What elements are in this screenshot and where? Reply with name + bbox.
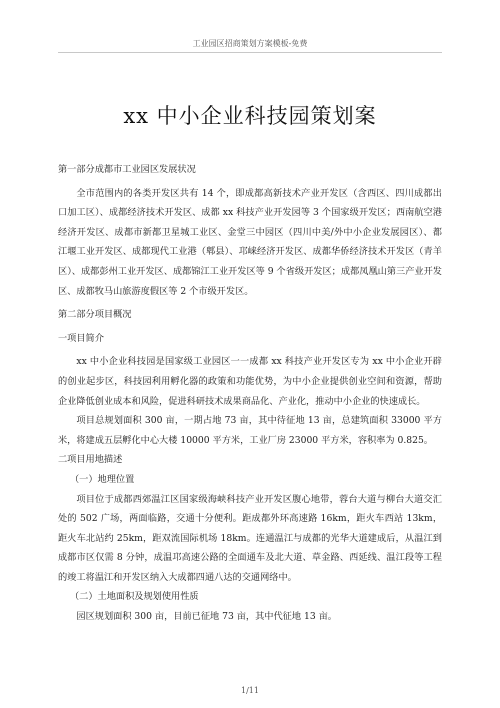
subsection1-paragraph: 项目位于成都西郊温江区国家级海峡科技产业开发区腹心地带，蓉台大道与柳台大道交汇处的 502 广场，两面临路，交通十分便利。距成都外环高速路 16km，距火车西站 13km，距火车北站约 25km，距双流国际机场 18km。连通温江与成都的光华大道建成后，从温江到成都市区仅需 8 分钟，成温邛高速公路的全面通车及北大道、草金路、西延线、温江段等工程的竣工将温江和开发区纳入大成都四通八达的交通网络中。 <box>58 493 442 583</box>
document-title: xx 中小企业科技园策划案 <box>123 104 377 128</box>
section1-heading: 一项目简介 <box>58 332 104 344</box>
subsection2-paragraph: 园区规划面积 300 亩，目前已征地 73 亩，其中代征地 13 亩。 <box>76 611 337 623</box>
part1-heading: 第一部分成都市工业园区发展状况 <box>58 164 196 175</box>
part2-heading: 第二部分项目概况 <box>58 309 132 321</box>
subsection2-heading: （二）土地面积及规划使用性质 <box>70 591 199 603</box>
part1-paragraph: 全市范围内的各类开发区共有 14 个，即成都高新技术产业开发区（含西区、四川成都出口加工区）、成都经济技术开发区、成都 xx 科技产业开发园等 3 个国家级开发区；西南航空港经济开发区、成都市新都卫星城工业区、金堂三中园区（四川中美/外中小企业发展园区）、都江堰工业开发区、成都现代工业港（郫县）、邛崃经济开发区、成都华侨经济技术开发区（青羊区）、成都彭州工业开发区、成都锦江工业开发区等 9 个省级开发区；成都凤凰山第三产业开发区、成都牧马山旅游度假区等 2 个市级开发区。 <box>58 187 442 297</box>
document-body <box>58 160 442 627</box>
section2-heading: 二项目用地描述 <box>58 454 123 466</box>
page-number: 1/11 <box>241 686 259 695</box>
section1-paragraph-2: 项目总规划面积 300 亩，一期占地 73 亩，其中待征地 13 亩，总建筑面积 33000 平方米，将建成五层孵化中心大楼 10000 平方米，工业厂房 23000 平方米，容积率为 0.825。 <box>58 415 442 446</box>
header-divider <box>58 52 442 53</box>
page-header: 工业园区招商策划方案模板-免费 <box>192 39 308 48</box>
subsection1-heading: （一）地理位置 <box>70 473 135 485</box>
section1-paragraph-1: xx 中小企业科技园是国家级工业园区一一成都 xx 科技产业开发区专为 xx 中小企业开辟的创业起步区，科技园利用孵化器的政策和功能优势，为中小企业提供创业空间和资源，帮助企业降低创业成本和风险，促进科研技术成果商品化、产业化，推动中小企业的快速成长。 <box>58 356 442 407</box>
